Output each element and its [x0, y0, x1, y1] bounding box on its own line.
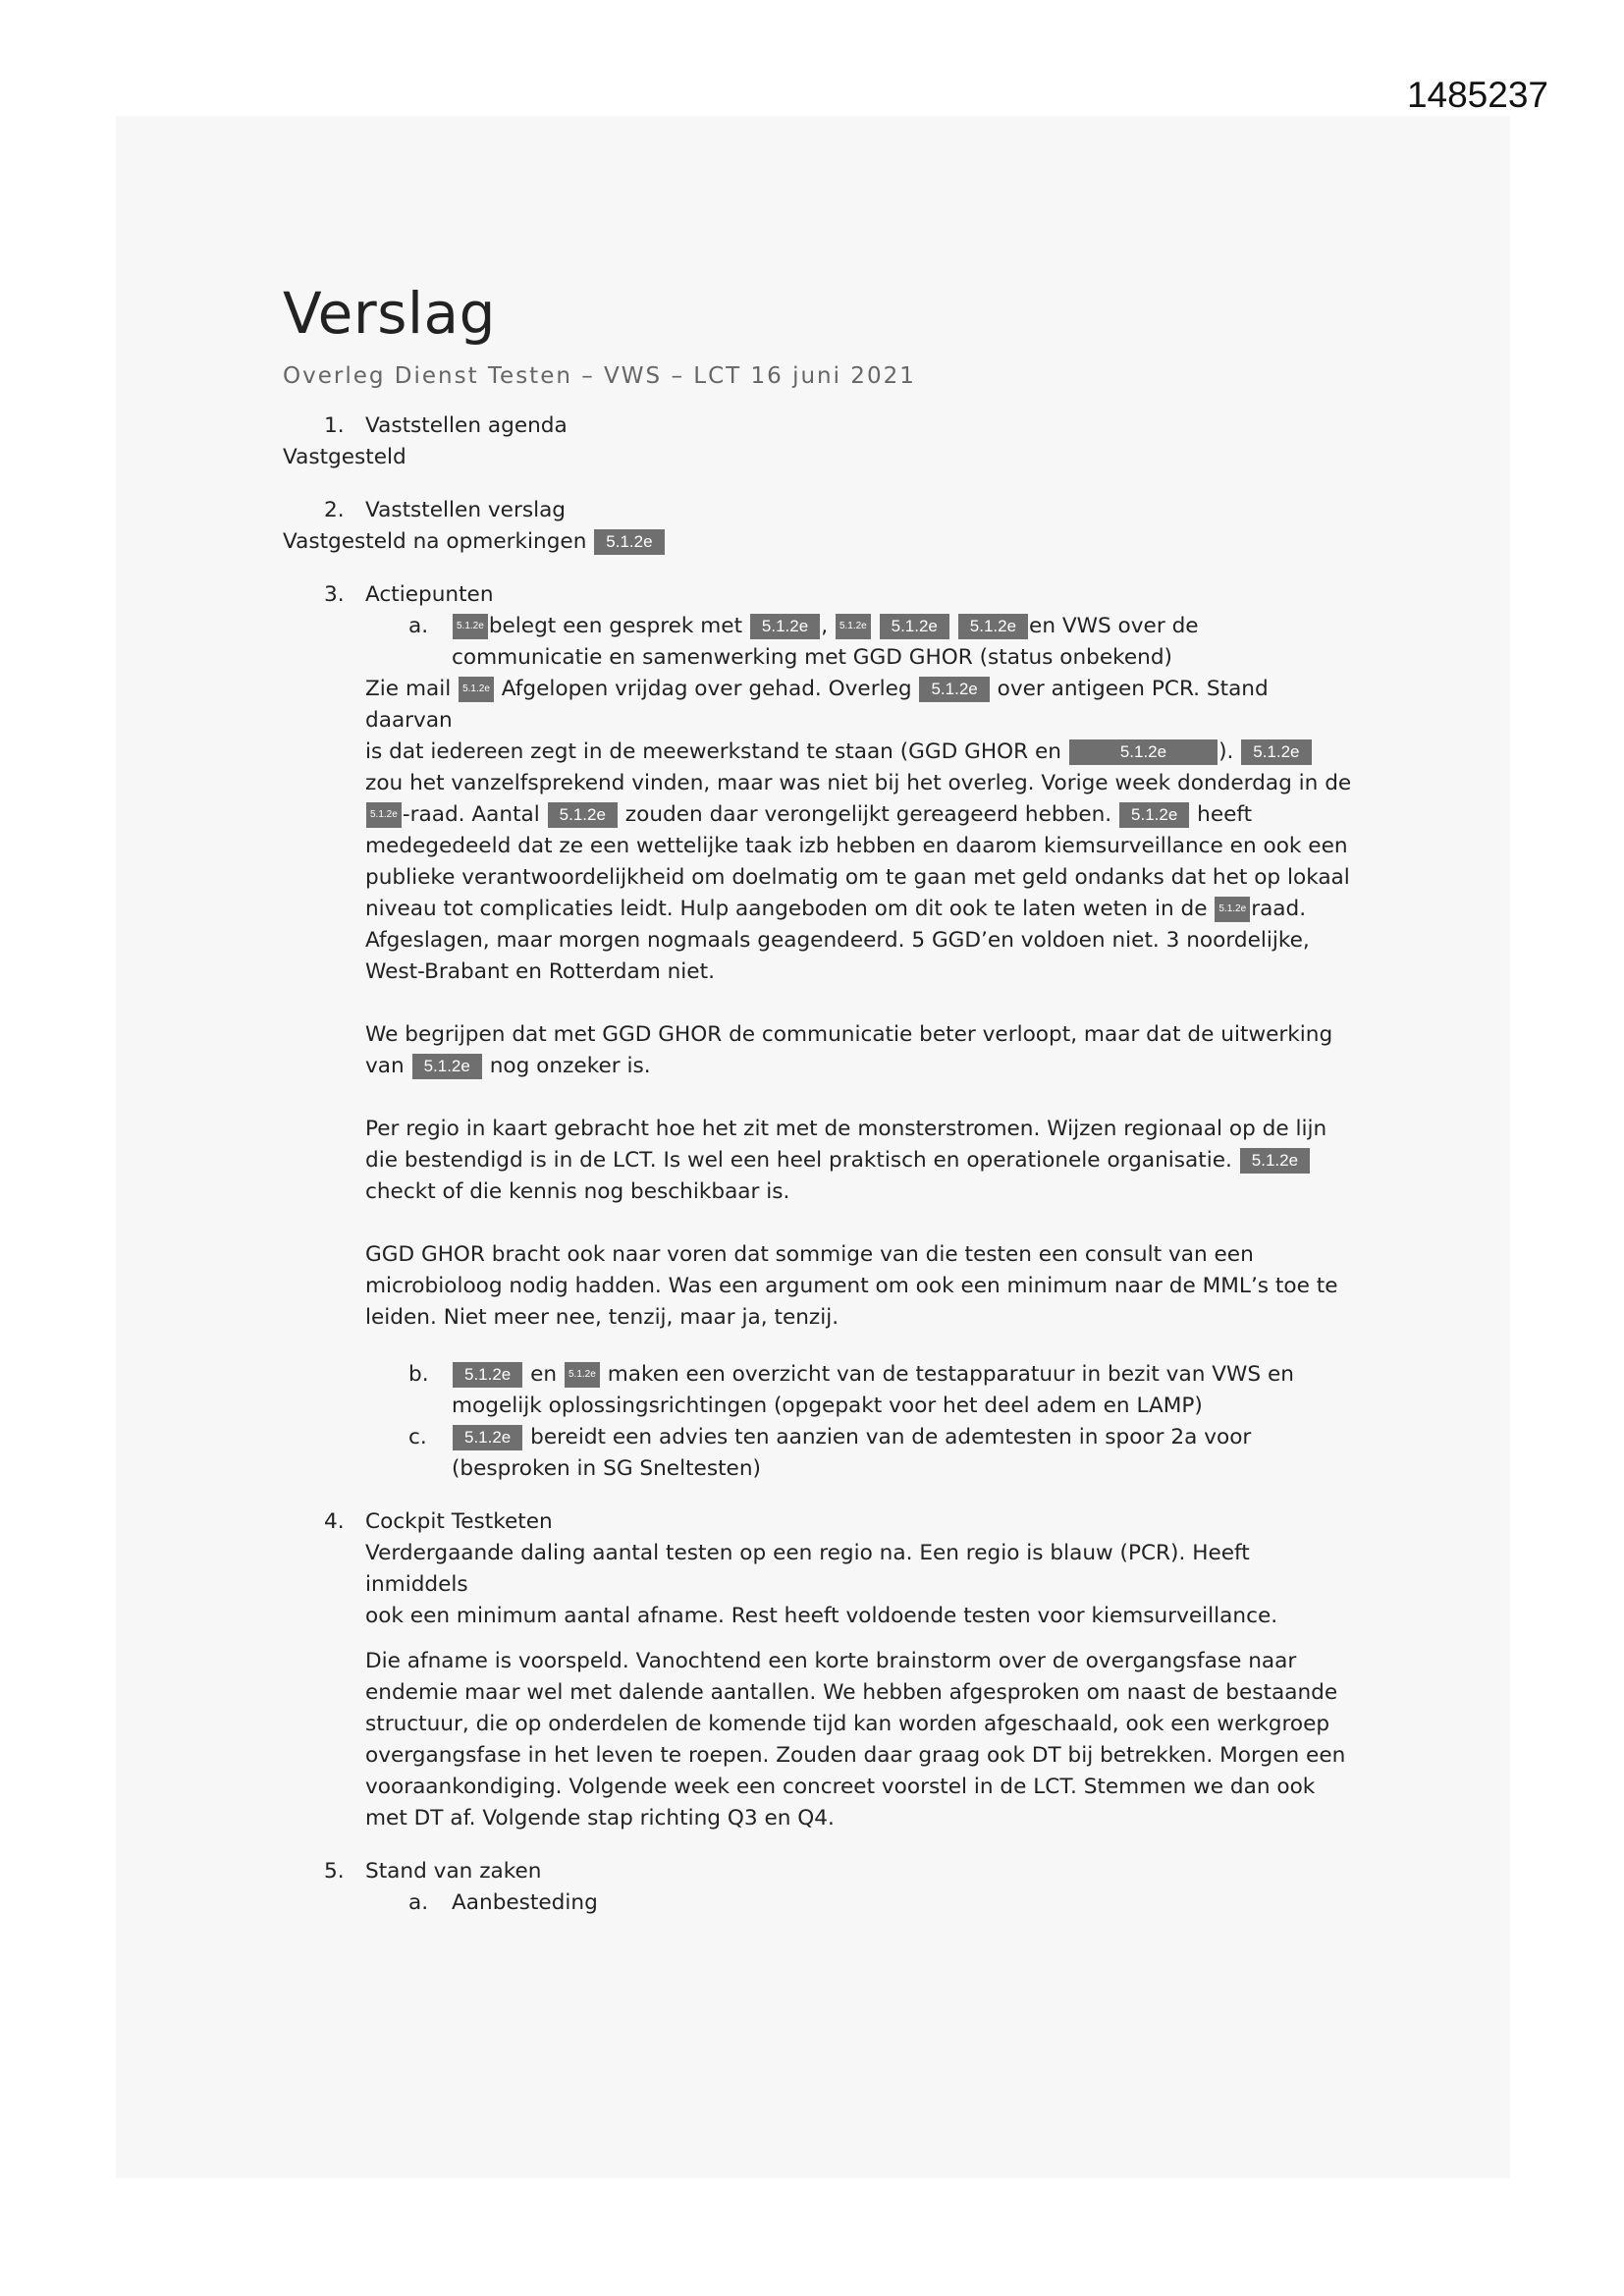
page-subtitle: Overleg Dienst Testen – VWS – LCT 16 juni 2021 — [283, 363, 916, 389]
redaction: 5.1.2e — [366, 802, 402, 828]
document-body — [283, 280, 1353, 1919]
redaction: 5.1.2e — [453, 614, 488, 639]
redaction: 5.1.2e — [750, 614, 820, 639]
redaction: 5.1.2e — [1241, 739, 1311, 765]
section-4-body: Verdergaande daling aantal testen op een regio na. Een regio is blauw (PCR). Heeft inmiddels ook een minimum aantal afname. Rest heeft voldoende testen voor kiemsurveillance. Die afname is voorspeld. Vanochtend een korte brainstorm over de overgangsfase naar endemie maar wel met dalende aantallen. We hebben afgesproken om naast de bestaande structuur, die op onderdelen de komende tijd kan worden afgeschaald, ook een werkgroep overgangsfase in het leven te roepen. Zouden daar graag ook DT bij betrekken. Morgen een vooraankondiging. Volgende week een concreet voorstel in de LCT. Stemmen we dan ook met DT af. Volgende stap richting Q3 en Q4. — [365, 1541, 1346, 1831]
redaction: 5.1.2e — [1215, 897, 1250, 922]
redaction: 5.1.2e — [412, 1054, 482, 1079]
action-item-c: c. 5.1.2e bereidt een advies ten aanzien van de ademtesten in spoor 2a voor (besproken in SG Sneltesten) — [408, 1425, 1252, 1481]
section-4-heading: 4. Cockpit Testketen — [324, 1509, 553, 1534]
redaction: 5.1.2e — [1069, 739, 1218, 765]
section-1-heading: 1. Vaststellen agenda — [324, 413, 568, 438]
redaction: 5.1.2e — [1119, 802, 1189, 828]
redaction: 5.1.2e — [459, 677, 494, 702]
page-title: Verslag — [283, 280, 496, 347]
section-5-heading: 5. Stand van zaken — [324, 1859, 542, 1884]
redaction: 5.1.2e — [453, 1425, 522, 1450]
action-item-a: a. 5.1.2e belegt een gesprek met 5.1.2e , 5.1.2e 5.1.2e 5.1.2e en VWS over de communicatie en samenwerking met GGD GHOR (status onbekend) — [408, 614, 1199, 670]
section-2-body: Vastgesteld na opmerkingen 5.1.2e — [283, 526, 1353, 558]
section-3-heading: 3. Actiepunten — [324, 582, 494, 607]
redaction: 5.1.2e — [919, 677, 989, 702]
redaction: 5.1.2e — [453, 1362, 522, 1388]
action-item-b: b. 5.1.2e en 5.1.2e maken een overzicht van de testapparatuur in bezit van VWS en mogelijk oplossingsrichtingen (opgepakt voor het deel adem en LAMP) — [408, 1362, 1294, 1418]
redaction: 5.1.2e — [565, 1362, 600, 1388]
action-a-notes: Zie mail 5.1.2e Afgelopen vrijdag over gehad. Overleg 5.1.2e over antigeen PCR. Stand daarvan is dat iedereen zegt in de meewerkstand te staan (GGD GHOR en 5.1.2e ). 5.1.2e zou het vanzelfsprekend vinden, maar was niet bij het overleg. Vorige week donderdag in de 5.1.2e -raad. Aantal 5.1.2e zouden daar verongelijkt gereageerd hebben. 5.1.2e heeft medegedeeld dat ze een wettelijke taak izb hebben en daarom kiemsurveillance en ook een publieke verantwoordelijkheid om doelmatig om te gaan met geld ondanks dat het op lokaal niveau tot complicaties leidt. Hulp aangeboden om dit ook te laten weten in de 5.1.2e raad. Afgeslagen, maar morgen nogmaals geagendeerd. 5 GGD’en voldoen niet. 3 noordelijke, West-Brabant en Rotterdam niet. We begrijpen dat met GGD GHOR de communicatie beter verloopt, maar dat de uitwerking van 5.1.2e nog onzeker is. Per regio in kaart gebracht hoe het zit met de monsterstromen. Wijzen regionaal op de lijn die bestendigd is in de LCT. Is wel een heel praktisch en operationele organisatie. 5.1.2e checkt of die kennis nog beschikbaar is. GGD GHOR bracht ook naar voren dat sommige van die testen een consult van een microbioloog nodig hadden. Was een argument om ook een minimum naar de MML’s toe te leiden. Niet meer nee, tenzij, maar ja, tenzij. — [365, 677, 1352, 1330]
section-2-heading: 2. Vaststellen verslag — [324, 498, 567, 522]
redaction: 5.1.2e — [548, 802, 618, 828]
redaction: 5.1.2e — [880, 614, 949, 639]
redaction: 5.1.2e — [958, 614, 1028, 639]
section-1-body: Vastgesteld — [283, 445, 406, 469]
redaction: 5.1.2e — [1240, 1148, 1310, 1174]
redaction: 5.1.2e — [836, 614, 871, 639]
redaction: 5.1.2e — [594, 529, 664, 555]
document-id: 1485237 — [1406, 75, 1548, 115]
section-5-item-a: a. Aanbesteding — [408, 1890, 598, 1915]
